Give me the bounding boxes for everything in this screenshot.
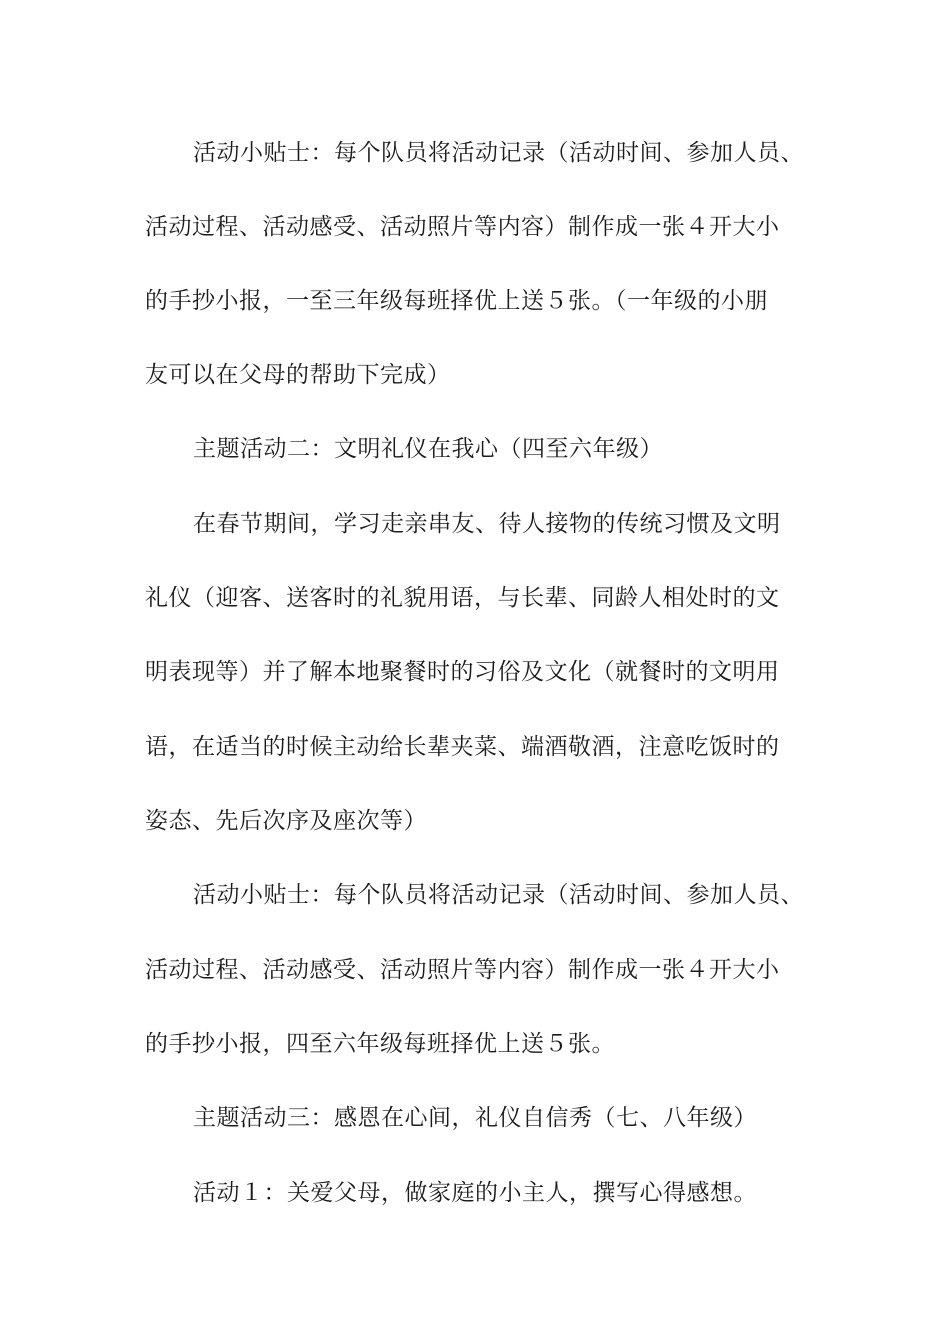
paragraph-line-tips-2-a: 活动小贴士：每个队员将活动记录（活动时间、参加人员、: [193, 882, 804, 908]
section-heading-activity-3: 主题活动三：感恩在心间，礼仪自信秀（七、八年级）: [193, 1105, 757, 1131]
paragraph-line-tips-1-c: 的手抄小报，一至三年级每班择优上送５张。（一年级的小朋: [145, 288, 768, 314]
paragraph-line-activity-2-e: 姿态、先后次序及座次等）: [145, 808, 427, 834]
paragraph-line-tips-1-a: 活动小贴士：每个队员将活动记录（活动时间、参加人员、: [193, 140, 804, 166]
section-heading-activity-2: 主题活动二：文明礼仪在我心（四至六年级）: [193, 436, 663, 462]
paragraph-line-activity-2-d: 语，在适当的时候主动给长辈夹菜、端酒敬酒，注意吃饭时的: [145, 734, 780, 760]
paragraph-line-tips-1-b: 活动过程、活动感受、活动照片等内容）制作成一张４开大小: [145, 214, 780, 240]
paragraph-line-tips-2-b: 活动过程、活动感受、活动照片等内容）制作成一张４开大小: [145, 957, 780, 983]
paragraph-line-tips-1-d: 友可以在父母的帮助下完成）: [145, 362, 451, 388]
paragraph-line-activity-2-b: 礼仪（迎客、送客时的礼貌用语，与长辈、同龄人相处时的文: [145, 585, 780, 611]
paragraph-line-tips-2-c: 的手抄小报，四至六年级每班择优上送５张。: [145, 1031, 615, 1057]
paragraph-line-activity-3-1: 活动１：关爱父母，做家庭的小主人，撰写心得感想。: [193, 1180, 757, 1206]
paragraph-line-activity-2-a: 在春节期间，学习走亲串友、待人接物的传统习惯及文明: [193, 511, 781, 537]
paragraph-line-activity-2-c: 明表现等）并了解本地聚餐时的习俗及文化（就餐时的文明用: [145, 659, 780, 685]
